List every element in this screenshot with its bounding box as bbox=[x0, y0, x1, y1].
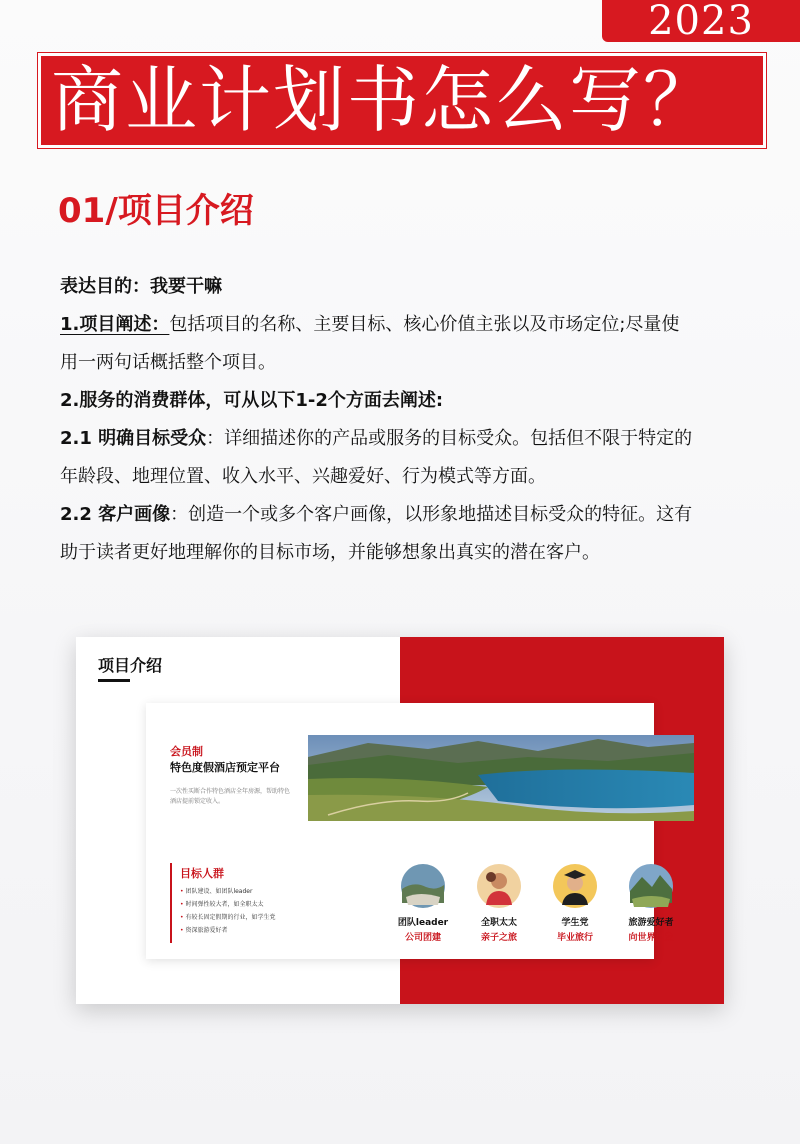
page-title: 商业计划书怎么写？ bbox=[51, 58, 718, 142]
landscape-photo bbox=[308, 735, 694, 821]
team-leader-photo-icon bbox=[400, 863, 446, 909]
item22-line1 bbox=[60, 496, 790, 534]
item21-line1 bbox=[60, 420, 790, 458]
slide-title: 项目介绍 bbox=[98, 656, 163, 675]
item21-text: ：详细描述你的产品或服务的目标受众。包括但不限于特定的 bbox=[206, 428, 693, 449]
body-text bbox=[60, 268, 790, 572]
persona-housewife bbox=[464, 863, 534, 943]
title-banner bbox=[38, 53, 766, 148]
target-item: • 有较长固定假期的行业，如学生党 bbox=[180, 911, 275, 924]
platform-label: 特色度假酒店预定平台 bbox=[170, 761, 280, 774]
purpose-label: 表达目的：我要干嘛 bbox=[60, 276, 222, 297]
item21-line2: 年龄段、地理位置、收入水平、兴趣爱好、行为模式等方面。 bbox=[60, 466, 546, 487]
target-item: • 资深旅游爱好者 bbox=[180, 924, 275, 937]
persona-sub: 向世界出发 bbox=[628, 933, 674, 943]
persona-sub: 公司团建 bbox=[404, 933, 441, 943]
platform-description: 一次性买断合作特色酒店全年房源，帮助特色酒店提前锁定收入。 bbox=[170, 788, 291, 805]
persona-team-leader bbox=[388, 863, 458, 943]
persona-name: 学生党 bbox=[561, 918, 589, 928]
slide-title-underline bbox=[98, 679, 130, 682]
item2-heading: 2.服务的消费群体，可从以下1-2个方面去阐述: bbox=[60, 390, 444, 411]
traveler-photo-icon bbox=[628, 863, 674, 909]
persona-name: 全职太太 bbox=[480, 918, 517, 928]
year-tag: 2023 bbox=[602, 0, 800, 42]
slide-preview bbox=[76, 637, 724, 1004]
item1-line1 bbox=[60, 306, 790, 344]
member-label: 会员制 bbox=[170, 745, 203, 758]
target-accent-bar bbox=[170, 863, 172, 943]
persona-student bbox=[540, 863, 610, 943]
persona-name: 旅游爱好者 bbox=[628, 918, 674, 928]
housewife-photo-icon bbox=[476, 863, 522, 909]
persona-sub: 毕业旅行 bbox=[556, 933, 593, 943]
target-item: • 团队建设、如团队leader bbox=[180, 885, 275, 898]
item21-label: 2.1 明确目标受众 bbox=[60, 428, 207, 449]
item1-label: 1.项目阐述： bbox=[60, 314, 170, 335]
item22-text: ：创造一个或多个客户画像，以形象地描述目标受众的特征。这有 bbox=[170, 504, 693, 525]
persona-name: 团队leader bbox=[397, 918, 449, 928]
target-item: • 时间弹性较大者，如全职太太 bbox=[180, 898, 275, 911]
target-group-title: 目标人群 bbox=[180, 867, 224, 880]
persona-traveler bbox=[616, 863, 686, 943]
persona-sub: 亲子之旅 bbox=[480, 933, 517, 943]
item22-label: 2.2 客户画像 bbox=[60, 504, 171, 525]
section-heading: 01/项目介绍 bbox=[58, 191, 254, 231]
slide-card bbox=[146, 703, 674, 959]
student-photo-icon bbox=[552, 863, 598, 909]
item22-line2: 助于读者更好地理解你的目标市场，并能够想象出真实的潜在客户。 bbox=[60, 542, 600, 563]
target-group-list bbox=[180, 885, 275, 937]
item1-line2: 用一两句话概括整个项目。 bbox=[60, 352, 276, 373]
item1-text: 包括项目的名称、主要目标、核心价值主张以及市场定位;尽量使 bbox=[169, 314, 680, 335]
